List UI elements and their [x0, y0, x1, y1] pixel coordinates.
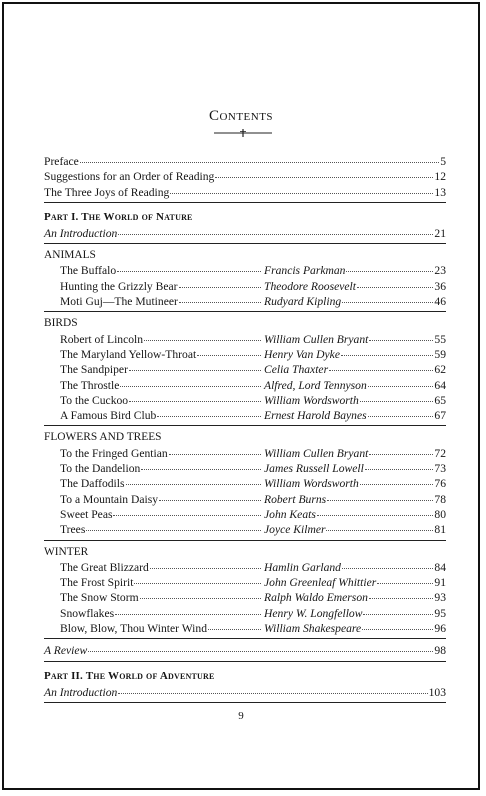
part-one-heading: Part I. The World of Nature: [44, 210, 193, 223]
toc-entry[interactable]: The Frost Spirit John Greenleaf Whittier 91: [60, 576, 446, 590]
toc-entry[interactable]: The Buffalo Francis Parkman 23: [60, 264, 446, 278]
toc-entry-suggestions[interactable]: Suggestions for an Order of Reading 12: [44, 170, 446, 184]
leader-dots: [88, 650, 433, 652]
toc-entry[interactable]: Snowflakes Henry W. Longfellow 95: [60, 606, 446, 620]
toc-entry[interactable]: Robert of Lincoln William Cullen Bryant 55: [60, 332, 446, 346]
page-number: 9: [238, 710, 244, 722]
toc-entry-preface[interactable]: Preface 5: [44, 155, 446, 168]
toc-entry[interactable]: To the Cuckoo William Wordsworth 65: [60, 393, 446, 407]
divider-rule: [44, 243, 446, 244]
toc-entry[interactable]: To the Fringed Gentian William Cullen Bryant 72: [60, 446, 446, 460]
toc-entry[interactable]: The Daffodils William Wordsworth 76: [60, 477, 446, 491]
toc-entry-part2-introduction[interactable]: An Introduction 103: [44, 685, 446, 699]
ornament-divider: [214, 128, 272, 138]
contents-heading: Contents: [208, 108, 274, 124]
divider-rule: [44, 638, 446, 639]
section-flowers-list: [44, 446, 446, 538]
leader-dots: [170, 192, 433, 194]
toc-entry[interactable]: To a Mountain Daisy Robert Burns 78: [60, 492, 446, 506]
toc-entry[interactable]: The Maryland Yellow-Throat Henry Van Dyke 59: [60, 347, 446, 361]
toc-entry-three-joys[interactable]: The Three Joys of Reading 13: [44, 185, 446, 199]
toc-entry[interactable]: Trees Joyce Kilmer 81: [60, 523, 446, 537]
section-animals-list: [44, 263, 446, 309]
divider-rule: [44, 540, 446, 541]
toc-entry[interactable]: A Famous Bird Club Ernest Harold Baynes 67: [60, 409, 446, 423]
divider-rule: [44, 202, 446, 203]
toc-entry[interactable]: Blow, Blow, Thou Winter Wind William Shakespeare 96: [60, 622, 446, 636]
section-heading-flowers: FLOWERS AND TREES: [44, 431, 162, 444]
toc-entry-part1-introduction[interactable]: An Introduction 21: [44, 226, 446, 240]
section-heading-animals: ANIMALS: [44, 249, 96, 262]
section-heading-birds: BIRDS: [44, 317, 78, 330]
leader-dots: [215, 176, 433, 178]
leader-dots: [118, 233, 433, 235]
divider-rule: [44, 702, 446, 703]
toc-entry[interactable]: Moti Guj—The Mutineer Rudyard Kipling 46: [60, 295, 446, 309]
table-of-contents: [44, 154, 446, 707]
toc-entry[interactable]: The Throstle Alfred, Lord Tennyson 64: [60, 378, 446, 392]
toc-entry[interactable]: Sweet Peas John Keats 80: [60, 507, 446, 521]
book-page: [2, 2, 480, 790]
divider-rule: [44, 425, 446, 426]
toc-entry[interactable]: The Sandpiper Celia Thaxter 62: [60, 363, 446, 377]
part-two-heading: Part II. The World of Adventure: [44, 669, 215, 682]
toc-entry[interactable]: The Snow Storm Ralph Waldo Emerson 93: [60, 591, 446, 605]
toc-entry-review[interactable]: A Review 98: [44, 644, 446, 658]
toc-entry[interactable]: The Great Blizzard Hamlin Garland 84: [60, 560, 446, 574]
section-winter-list: [44, 560, 446, 636]
section-birds-list: [44, 332, 446, 424]
leader-dots: [80, 161, 439, 163]
divider-rule: [44, 661, 446, 662]
section-heading-winter: WINTER: [44, 545, 89, 558]
leader-dots: [118, 692, 427, 694]
toc-entry[interactable]: Hunting the Grizzly Bear Theodore Roosevelt 36: [60, 279, 446, 293]
divider-rule: [44, 311, 446, 312]
toc-entry[interactable]: To the Dandelion James Russell Lowell 73: [60, 462, 446, 476]
